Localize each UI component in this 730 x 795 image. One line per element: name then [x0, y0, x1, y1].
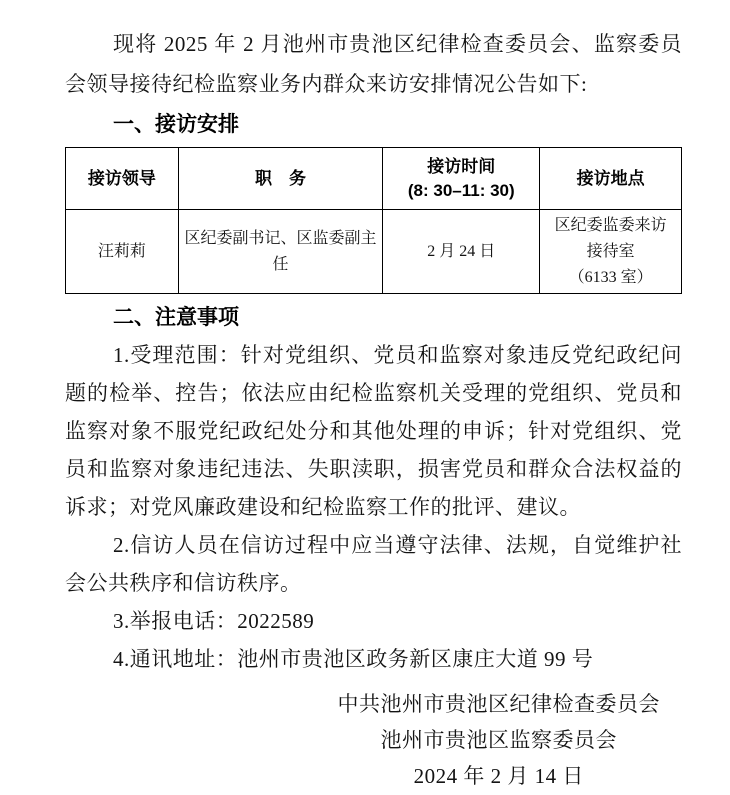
cell-location-line-2: 接待室	[586, 242, 635, 260]
header-leader: 接访领导	[66, 148, 179, 210]
cell-position: 区纪委副书记、区监委副主任	[178, 210, 383, 294]
notice-item-1	[65, 336, 682, 526]
header-time-line-2: (8: 30–11: 30)	[407, 180, 515, 200]
item4-line-1: 4.通讯地址：池州市贵池区政务新区康庄大道 99 号	[113, 647, 594, 671]
item2-line-1: 2.信访人员在信访过程中应当遵守法律、法规，自觉维护社	[113, 533, 682, 557]
header-time-line-1: 接访时间	[427, 156, 496, 176]
cell-leader: 汪莉莉	[66, 210, 179, 294]
intro-line-2: 会领导接待纪检监察业务内群众来访安排情况公告如下:	[65, 72, 588, 96]
item1-line-3: 监察对象不服党纪政纪处分和其他处理的申诉；针对党组织、党	[65, 419, 682, 443]
notice-item-3	[65, 602, 682, 640]
signature-org-2: 池州市贵池区监察委员会	[380, 728, 617, 752]
table-header-row	[66, 148, 682, 210]
reception-table	[65, 147, 682, 294]
signature-org-1: 中共池州市贵池区纪律检查委员会	[337, 692, 660, 716]
section-2-heading: 二、注意事项	[113, 306, 239, 329]
header-time	[383, 148, 540, 210]
item3-line-1: 3.举报电话：2022589	[113, 609, 315, 633]
notice-items	[65, 336, 682, 678]
cell-time: 2 月 24 日	[383, 210, 540, 294]
item1-line-4: 员和监察对象违纪违法、失职渎职，损害党员和群众合法权益的	[65, 457, 682, 481]
signature-date: 2024 年 2 月 14 日	[413, 764, 584, 788]
header-position: 职 务	[178, 148, 383, 210]
cell-location-line-1: 区纪委监委来访	[554, 216, 667, 234]
item1-line-5: 诉求；对党风廉政建设和纪检监察工作的批评、建议。	[65, 495, 581, 519]
cell-location-line-3: （6133 室）	[568, 268, 653, 286]
item1-line-2: 题的检举、控告；依法应由纪检监察机关受理的党组织、党员和	[65, 381, 682, 405]
cell-location	[540, 210, 682, 294]
notice-item-2	[65, 526, 682, 602]
item1-line-1: 1.受理范围：针对党组织、党员和监察对象违反党纪政纪问	[113, 343, 682, 367]
intro-paragraph	[65, 24, 682, 104]
section-1-heading: 一、接访安排	[113, 113, 239, 136]
signature-block	[338, 686, 661, 794]
item2-line-2: 会公共秩序和信访秩序。	[65, 571, 302, 595]
header-location: 接访地点	[540, 148, 682, 210]
table-row	[66, 210, 682, 294]
intro-line-1: 现将 2025 年 2 月池州市贵池区纪律检查委员会、监察委员	[113, 32, 682, 56]
notice-item-4	[65, 640, 682, 678]
